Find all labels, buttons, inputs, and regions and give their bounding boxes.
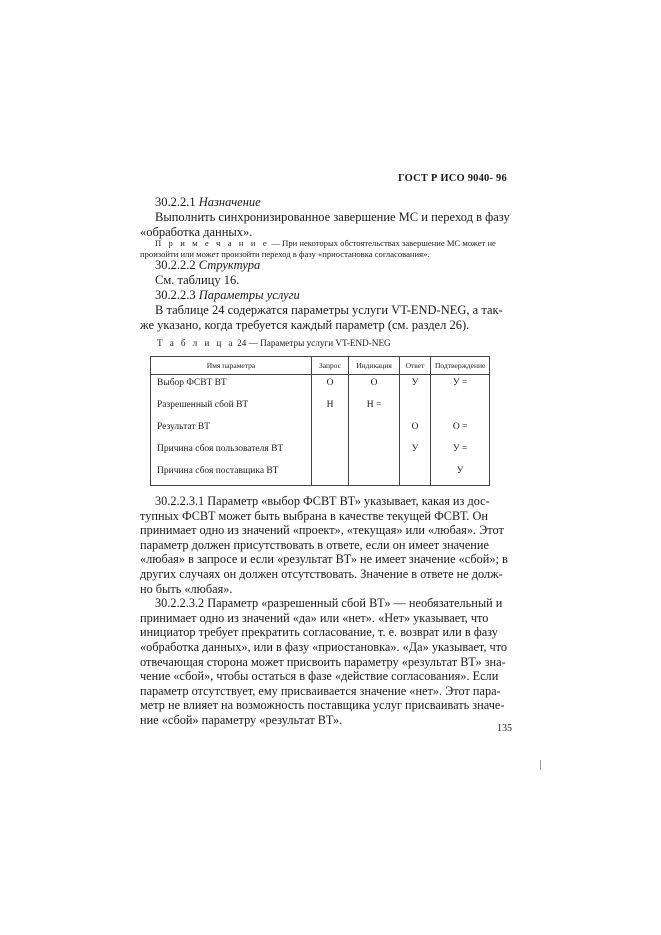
scan-mark (540, 760, 541, 770)
table-cell: Причина сбоя пользователя ВТ (151, 441, 312, 463)
table-cell (400, 397, 431, 419)
header-cell: Имя параметра (151, 357, 312, 375)
text-line: принимает одно из значений «проект», «текущая» или «любая». Этот (140, 523, 504, 538)
section-heading (140, 195, 510, 210)
note-line: произойти или может произойти переход в фазу «приостановка согласования». (140, 248, 430, 259)
section-heading (140, 288, 510, 303)
table-cell (312, 419, 349, 441)
table-cell: Н = (349, 397, 400, 419)
table-cell: Выбор ФСВТ ВТ (151, 375, 312, 398)
table-row (151, 375, 490, 398)
table-cell: Н (312, 397, 349, 419)
section-number: 30.2.2.3 (155, 288, 196, 302)
table-cell (349, 441, 400, 463)
page-number: 135 (497, 723, 512, 734)
section-title: Структура (198, 258, 261, 272)
text-line: же указано, когда требуется каждый параметр (см. раздел 26). (140, 318, 470, 332)
table-cell: О (312, 375, 349, 398)
table-cell: У (431, 463, 490, 486)
table-cell: О = (431, 419, 490, 441)
text-line: «любая» в запросе и если «результат ВТ» не имеет значение «сбой»; в (140, 552, 508, 567)
text-line: чение «сбой», чтобы остаться в фазе «действие согласования». Если (140, 669, 499, 684)
note-text: — При некоторых обстоятельствах завершение МС может не (269, 238, 496, 248)
table-cell (312, 463, 349, 486)
table-caption (157, 338, 391, 348)
section-number: 30.2.2.1 (155, 195, 196, 209)
text-line: принимает одно из значений «да» или «нет». «Нет» указывает, что (140, 610, 489, 625)
section-number: 30.2.2.2 (155, 258, 196, 272)
text-line: параметр должен присутствовать в ответе, если он имеет значение (140, 537, 489, 552)
table-row (151, 397, 490, 419)
text-line: параметр отсутствует, ему присваивается значение «нет». Этот пара- (140, 683, 501, 698)
section-structure (140, 258, 510, 333)
text-line: других случаях он должен отсутствовать. Значение в ответе не долж- (140, 566, 503, 581)
text-line: инициатор требует прекратить согласование, т. е. возврат или в фазу (140, 625, 498, 640)
text-line: Выполнить синхронизированное завершение МС и переход в фазу (155, 210, 510, 224)
header-cell: Запрос (312, 357, 349, 375)
note-line (140, 238, 510, 249)
table-header-row (151, 357, 490, 375)
text-line: ние «сбой» параметру «результат ВТ». (140, 712, 343, 727)
table-cell: О (400, 419, 431, 441)
table-row (151, 419, 490, 441)
table-cell: У (400, 375, 431, 398)
text-line: тупных ФСВТ может быть выбрана в качестве текущей ФСВТ. Он (140, 508, 488, 523)
table-cell (400, 463, 431, 486)
section-purpose (140, 195, 510, 240)
text-line: 30.2.2.3.2 Параметр «разрешенный сбой ВТ» — необязательный и (155, 596, 503, 611)
table-cell: У = (431, 441, 490, 463)
note-label: П р и м е ч а н и е (155, 238, 270, 248)
table-cell: У = (431, 375, 490, 398)
table-row (151, 463, 490, 486)
text-line: 30.2.2.3.1 Параметр «выбор ФСВТ ВТ» указывает, какая из дос- (155, 494, 490, 508)
table-cell (431, 397, 490, 419)
text-line: но быть «любая». (140, 581, 233, 596)
text-line: В таблице 24 содержатся параметры услуги VT-END-NEG, а так- (155, 303, 503, 317)
header-cell: Индикация (349, 357, 400, 375)
caption-label: Т а б л и ц а (157, 338, 235, 348)
table-cell: Причина сбоя поставщика ВТ (151, 463, 312, 486)
text-line: «обработка данных». (140, 225, 253, 239)
text-line: метр не влияет на возможность поставщика услуг присваивать значе- (140, 698, 505, 713)
section-title: Назначение (198, 195, 261, 209)
text-line: отвечающая сторона может присвоить параметру «результат ВТ» зна- (140, 654, 506, 669)
parameters-table (150, 356, 490, 486)
text-line: «обработка данных», или в фазу «приостановка». «Да» указывает, что (140, 639, 508, 654)
table-cell: У (400, 441, 431, 463)
section-title: Параметры услуги (198, 288, 300, 302)
body-paragraphs (140, 494, 512, 728)
table-cell: Разрешенный сбой ВТ (151, 397, 312, 419)
header-cell: Подтверждение (431, 357, 490, 375)
section-heading (140, 258, 510, 273)
table-cell (312, 441, 349, 463)
standard-header: ГОСТ Р ИСО 9040- 96 (398, 173, 507, 184)
header-cell: Ответ (400, 357, 431, 375)
caption-text: 24 — Параметры услуги VT-END-NEG (234, 338, 391, 348)
table-cell: О (349, 375, 400, 398)
text-line: См. таблицу 16. (155, 273, 240, 287)
table-cell: Результат ВТ (151, 419, 312, 441)
note (140, 238, 510, 259)
table-cell (349, 419, 400, 441)
table-cell (349, 463, 400, 486)
table-row (151, 441, 490, 463)
